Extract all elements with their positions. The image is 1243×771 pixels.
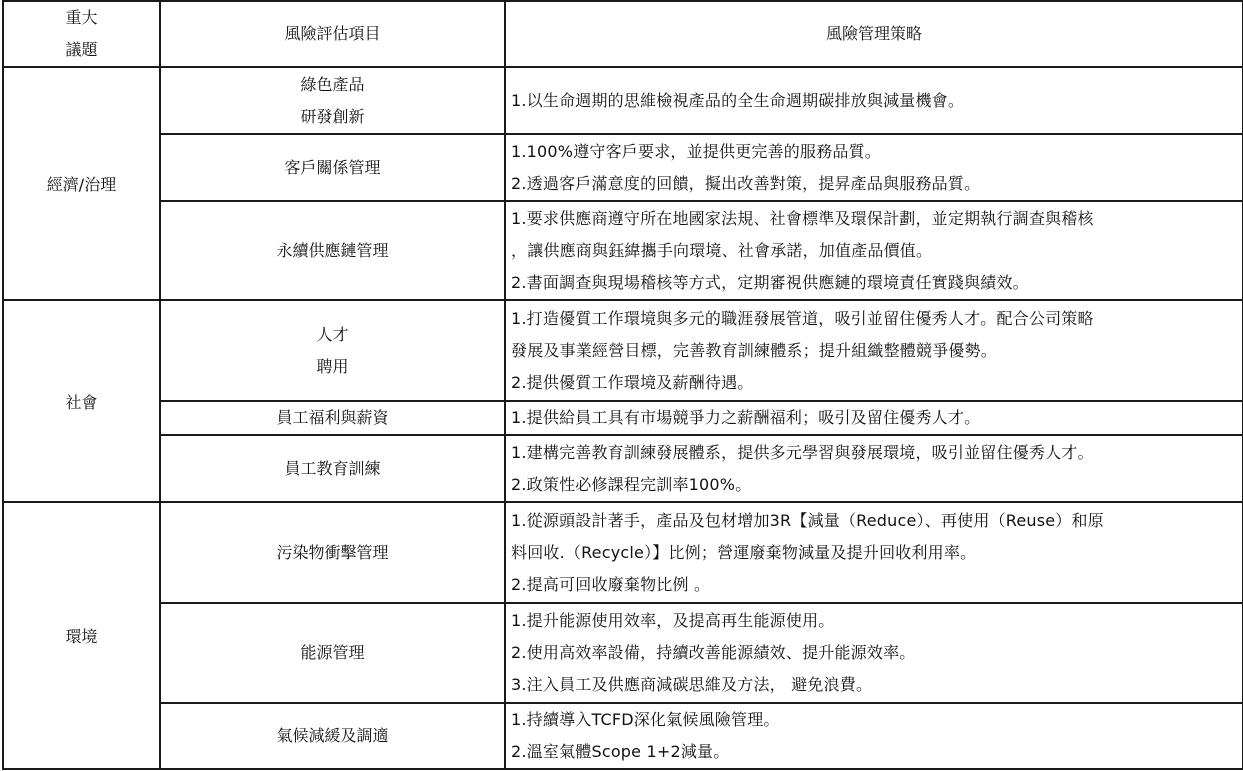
risk-item-line: 能源管理 (300, 643, 365, 662)
risk-item (160, 603, 505, 703)
header-strategy: 風險管理策略 (505, 1, 1243, 67)
risk-item-line: 永續供應鏈管理 (276, 240, 389, 260)
risk-strategy (505, 401, 1243, 435)
table-row (3, 435, 1243, 502)
risk-item (160, 435, 505, 502)
table-row (3, 401, 1243, 435)
risk-item-line: 員工教育訓練 (284, 458, 381, 478)
table-row (3, 703, 1243, 769)
strategy-line: 1.建構完善教育訓練發展體系，提供多元學習與發展環境，吸引並留住優秀人才。 (511, 442, 1094, 462)
strategy-line: 2.使用高效率設備，持續改善能源績效、提升能源效率。 (511, 643, 916, 662)
risk-item-line: 客戶關係管理 (284, 157, 381, 177)
risk-item-line: 污染物衝擊管理 (276, 542, 389, 562)
strategy-line: 2.提供優質工作環境及薪酬待遇。 (511, 372, 754, 392)
header-topic (3, 1, 160, 67)
risk-strategy (505, 300, 1243, 401)
table-row (3, 300, 1243, 401)
risk-item (160, 67, 505, 134)
header-row (3, 1, 1243, 67)
table-row (3, 67, 1243, 134)
strategy-line: 2.溫室氣體Scope 1+2減量。 (511, 742, 730, 761)
risk-strategy (505, 703, 1243, 769)
table-row (3, 201, 1243, 300)
strategy-line: 2.提高可回收廢棄物比例 。 (511, 574, 711, 594)
strategy-line: 1.從源頭設計著手，產品及包材增加3R【減量（Reduce）、再使用（Reuse）和原 (511, 510, 1104, 530)
strategy-line: 1.打造優質工作環境與多元的職涯發展管道，吸引並留住優秀人才。配合公司策略 (511, 308, 1094, 328)
risk-strategy (505, 201, 1243, 300)
strategy-line: 1.以生命週期的思維檢視產品的全生命週期碳排放與減量機會。 (511, 90, 965, 110)
risk-strategy (505, 67, 1243, 134)
risk-strategy (505, 435, 1243, 502)
strategy-line: 1.持續導入TCFD深化氣候風險管理。 (511, 710, 780, 729)
risk-item (160, 703, 505, 769)
table-row (3, 603, 1243, 703)
strategy-line: 2.書面調查與現場稽核等方式，定期審視供應鏈的環境責任實踐與績效。 (511, 272, 1029, 292)
header-item: 風險評估項目 (160, 1, 505, 67)
strategy-line: 2.透過客戶滿意度的回饋，擬出改善對策，提昇產品與服務品質。 (511, 173, 981, 193)
risk-item-line: 氣候減緩及調適 (276, 726, 389, 745)
risk-strategy (505, 134, 1243, 201)
strategy-line: 2.政策性必修課程完訓率100%。 (511, 474, 752, 494)
risk-item (160, 401, 505, 435)
table-row (3, 502, 1243, 603)
header-topic-line: 重大 (65, 8, 98, 27)
risk-item-line: 研發創新 (300, 106, 365, 126)
strategy-line: 1.提供給員工具有市場競爭力之薪酬福利；吸引及留住優秀人才。 (511, 408, 981, 427)
risk-item (160, 134, 505, 201)
risk-item (160, 300, 505, 401)
table-row (3, 134, 1243, 201)
risk-item-line: 聘用 (316, 356, 349, 376)
risk-item (160, 502, 505, 603)
category-economy-governance: 經濟/治理 (3, 67, 160, 300)
risk-item-line: 員工福利與薪資 (276, 408, 389, 427)
strategy-line: 1.100%遵守客戶要求，並提供更完善的服務品質。 (511, 141, 882, 161)
category-environment: 環境 (3, 502, 160, 769)
risk-item-line: 綠色產品 (300, 74, 365, 94)
strategy-line: 發展及事業經營目標，完善教育訓練體系；提升組織整體競爭優勢。 (511, 340, 998, 360)
risk-strategy (505, 502, 1243, 603)
risk-item-line: 人才 (316, 324, 349, 344)
strategy-line: ，讓供應商與鈺緯攜手向環境、社會承諾，加值產品價值。 (511, 240, 933, 260)
risk-strategy (505, 603, 1243, 703)
strategy-line: 1.要求供應商遵守所在地國家法規、社會標準及環保計劃，並定期執行調查與稽核 (511, 208, 1094, 228)
strategy-line: 3.注入員工及供應商減碳思維及方法， 避免浪費。 (511, 675, 873, 694)
header-topic-line: 議題 (65, 40, 98, 59)
risk-item (160, 201, 505, 300)
risk-management-table (2, 0, 1243, 770)
category-society: 社會 (3, 300, 160, 502)
strategy-line: 1.提升能源使用效率，及提高再生能源使用。 (511, 611, 835, 630)
strategy-line: 料回收.（Recycle）】比例；營運廢棄物減量及提升回收利用率。 (511, 542, 977, 562)
